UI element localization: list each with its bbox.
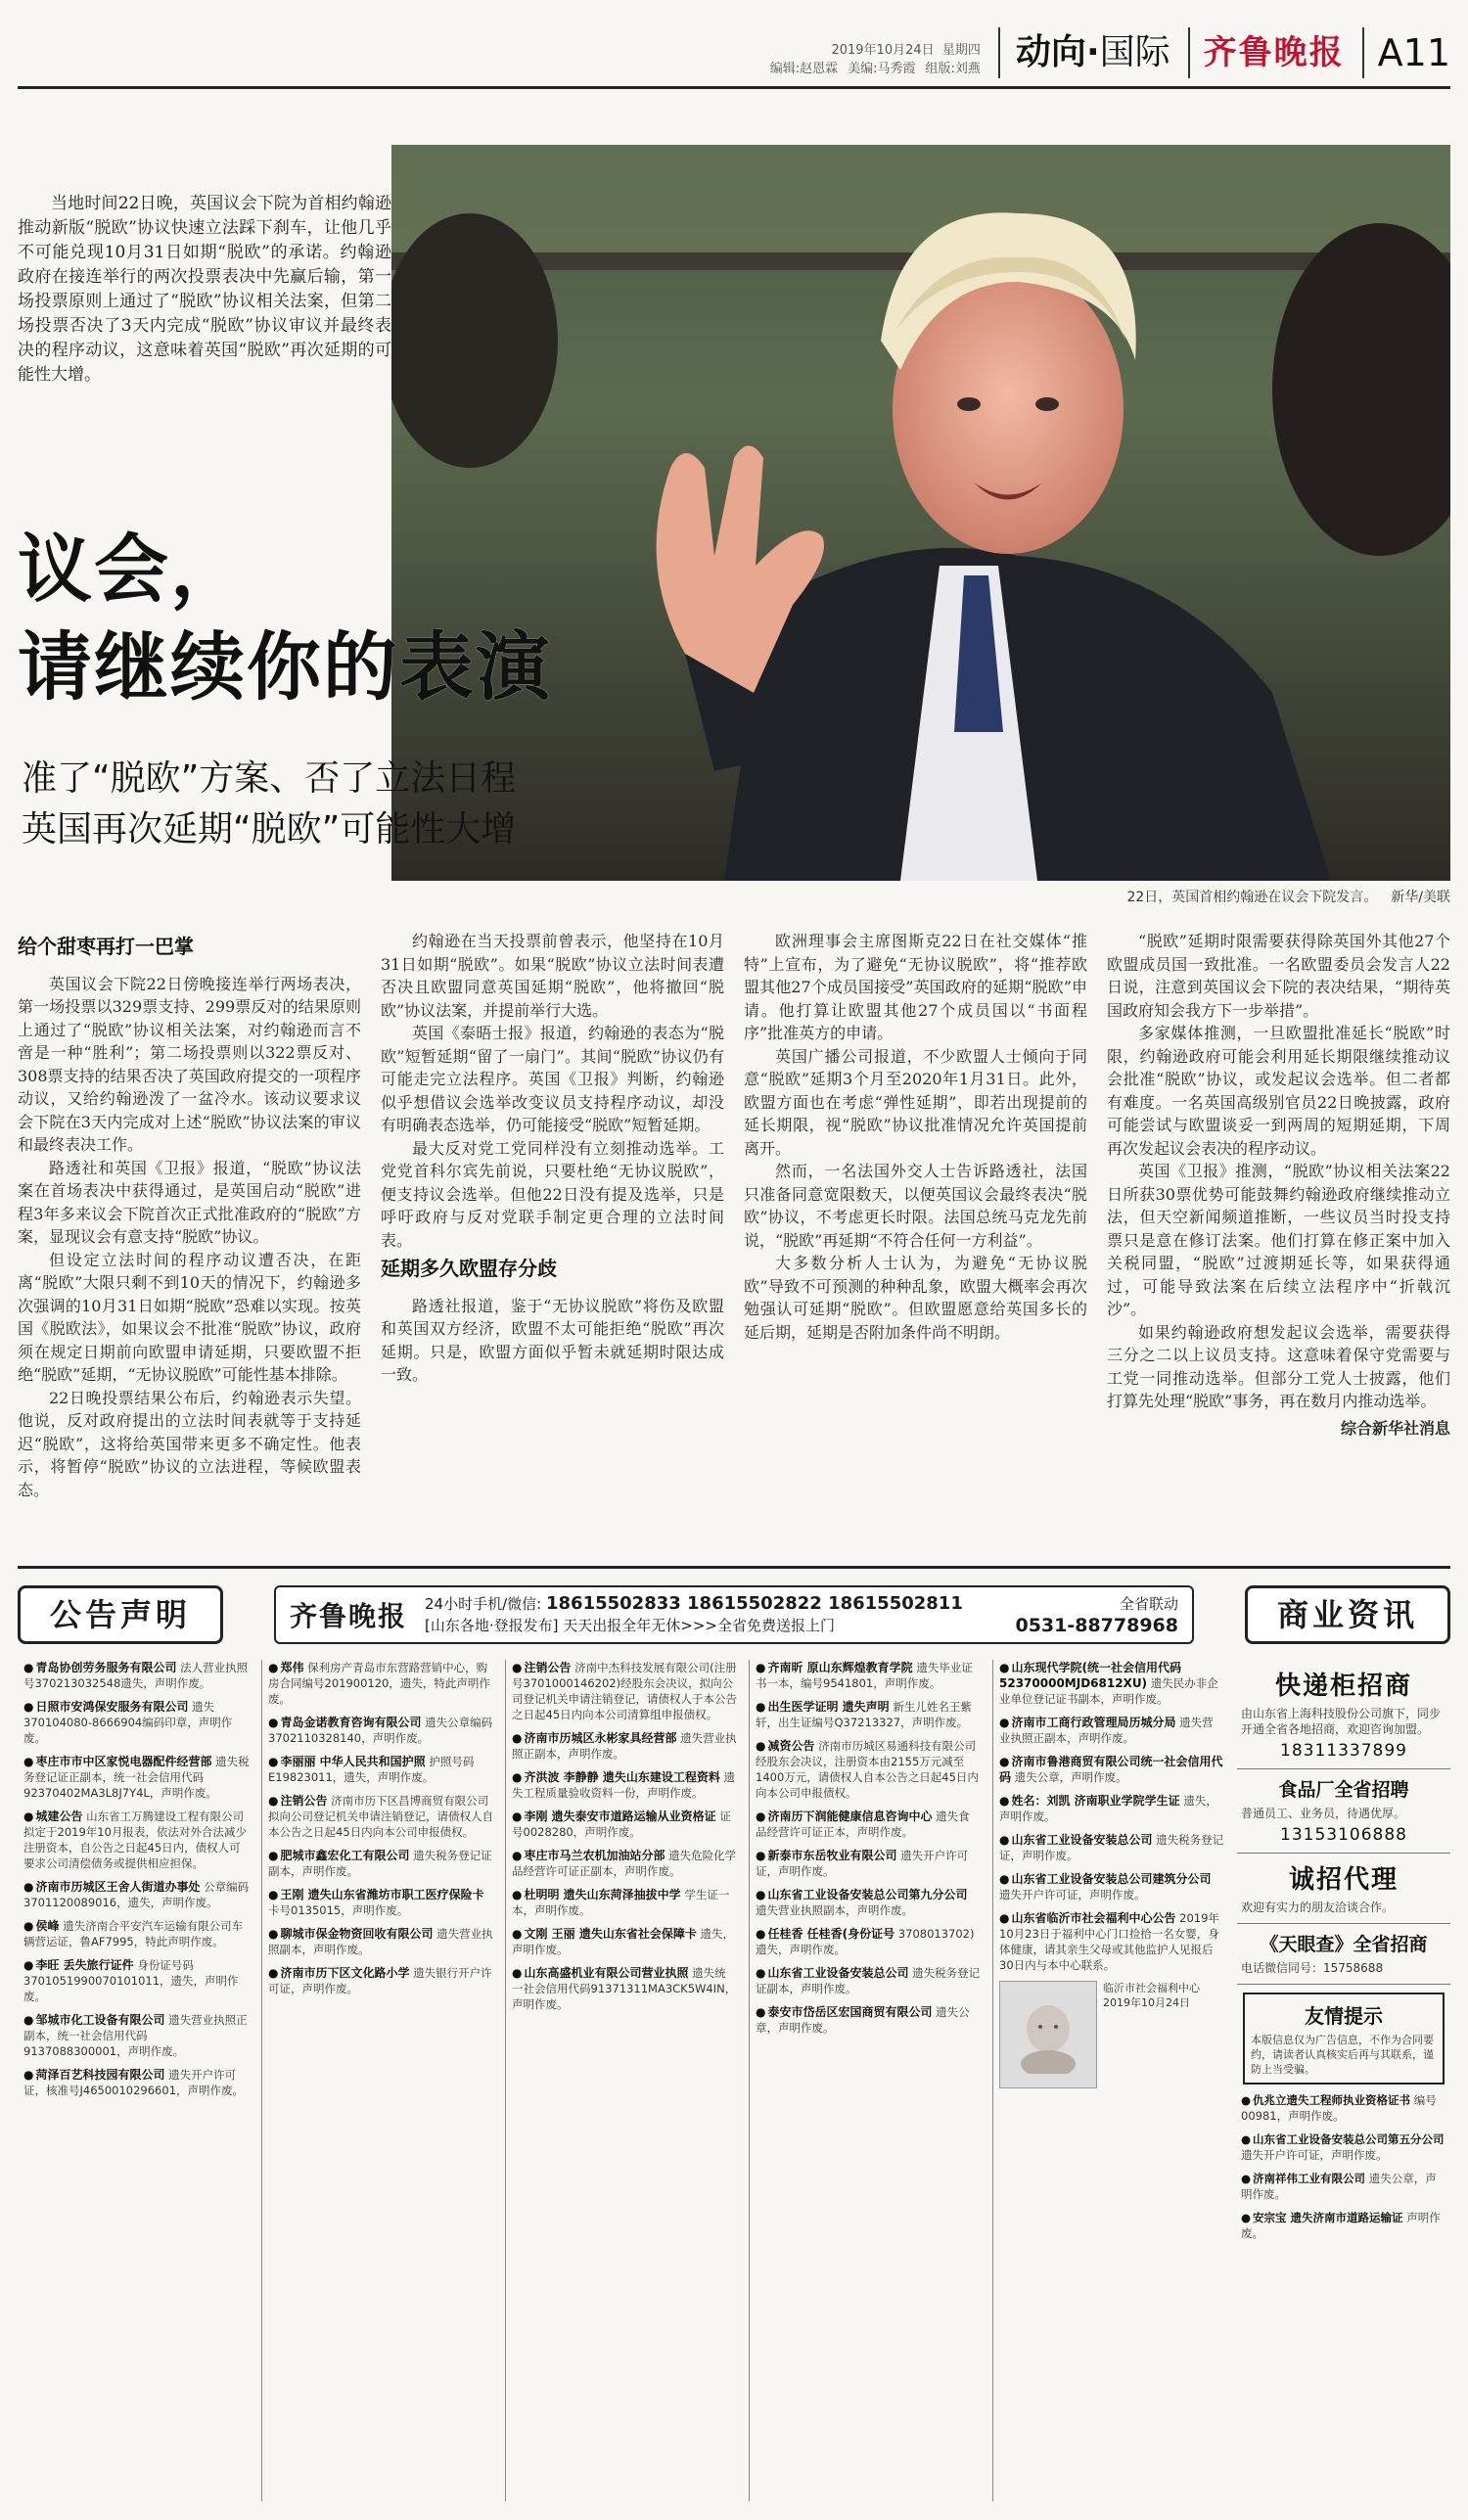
notice-column-2 <box>261 1660 499 2501</box>
notice-text: 遗失统一社会信用代码91371311MA3CK5W4IN，声明作废。 <box>512 1966 737 2011</box>
notice-text: 身份证号码3701051990070101011，遗失，声明作废。 <box>23 1958 239 2003</box>
notice-item <box>268 1754 493 1785</box>
notice-title: ● 枣庄市马兰农机加油站分部 <box>512 1849 665 1862</box>
notice-title: ● 新泰市东岳牧业有限公司 <box>756 1849 897 1862</box>
photo-illustration <box>391 145 1450 881</box>
photo-caption <box>1113 887 1450 906</box>
notice-title: ● 山东省工业设备安装总公司 <box>756 1966 909 1980</box>
notice-item <box>756 1887 981 1918</box>
caption-text: 22日，英国首相约翰逊在议会下院发言。 <box>1126 890 1378 905</box>
notice-title: ● 减资公告 <box>756 1739 815 1753</box>
notice-item <box>1241 2092 1446 2124</box>
biz-ad-desc: 电话微信同号：15758688 <box>1241 1961 1384 1975</box>
notice-columns <box>18 1660 1231 2501</box>
article-paragraph: 最大反对党工党同样没有立刻推动选举。工党党首科尔宾先前说，只要杜绝“无协议脱欧”，便支持议会选举。但他22日没有提及选举，只是呼吁政府与反对党联手制定更合理的立法时间表。 <box>381 1138 724 1250</box>
headline-line-2: 请继续你的表演 <box>18 623 552 710</box>
notice-item <box>512 1926 737 1957</box>
notice-title: ● 济南市历城区王舍人街道办事处 <box>23 1880 201 1894</box>
notice-title: ● 注销公告 <box>512 1661 572 1674</box>
notice-title: ● 出生医学证明 遗失声明 <box>756 1700 890 1714</box>
issue-meta <box>760 41 981 78</box>
notice-title: ● 城建公告 <box>23 1810 83 1823</box>
notice-item <box>756 1965 981 1996</box>
notice-item <box>23 1660 250 1691</box>
notice-text: 遗失税务登记证副本，声明作废。 <box>268 1849 492 1878</box>
notice-title: ● 济南市历城区永彬家具经营部 <box>512 1731 677 1745</box>
notice-item <box>512 1769 737 1801</box>
biz-ad-title: 《天眼查》全省招商 <box>1260 1934 1428 1955</box>
notice-text: 护照号码E19823011，遗失，声明作废。 <box>268 1755 475 1784</box>
friendly-reminder <box>1243 1993 1445 2085</box>
notice-item <box>1241 2131 1446 2163</box>
notice-title: ● 聊城市保金物资回收有限公司 <box>268 1927 434 1941</box>
main-headline <box>18 521 552 716</box>
notice-text: 法人营业执照号370213032548遗失，声明作废。 <box>23 1661 249 1690</box>
notice-text: 遗失公章，声明作废。 <box>1241 2172 1437 2201</box>
subheadline-line-2: 英国再次延期“脱欧”可能性大增 <box>22 809 517 849</box>
notices-title: 公告声明 <box>18 1585 223 1644</box>
notice-item <box>512 1848 737 1879</box>
biz-ad-phone: 18311337899 <box>1280 1741 1407 1761</box>
photo-credit: 新华/美联 <box>1391 890 1450 905</box>
biz-ad-tianyancha <box>1237 1924 1450 1985</box>
article-paragraph: 英国《卫报》推测，“脱欧”协议相关法案22日所获30票优势可能鼓舞约翰逊政府继续推动立法，但天空新闻频道推断，一些议员当时投支持票只是意在修订法案。他们打算在修正案中加入关税同盟，“脱欧”过渡期延长等，如果获得通过，可能导致法案在后续立法程序中“折戟沉沙”。 <box>1107 1162 1450 1318</box>
notice-item <box>268 1660 493 1707</box>
classifieds-section <box>18 1585 1450 2505</box>
notice-item <box>756 1848 981 1879</box>
news-photo <box>391 145 1450 881</box>
section-heading: 给个甜枣再打一巴掌 <box>18 935 194 958</box>
notice-title: ● 日照市安鸿保安服务有限公司 <box>23 1700 189 1714</box>
banner-phones: 18615502833 18615502822 18615502811 <box>546 1593 963 1614</box>
notice-column-3 <box>505 1660 743 2501</box>
notice-text: 遗失税务登记证正副本，统一社会信用代码92370402MA3L8J7Y4L，声明作废。 <box>23 1755 250 1800</box>
biz-ad-title: 诚招代理 <box>1288 1865 1399 1895</box>
article-paragraph: 但设定立法时间的程序动议遭否决，在距离“脱欧”大限只剩不到10天的情况下，约翰逊多次强调的10月31日如期“脱欧”恐难以实现。按英国《脱欧法》，如果议会不批准“脱欧”协议，政府须在规定日期前向欧盟申请延期，只要欧盟不拒绝“脱欧”延期，“无协议脱欧”可能性基本排除。 <box>18 1250 361 1384</box>
notice-text: 证号0028280，声明作废。 <box>512 1810 731 1839</box>
notice-text: 遗失，声明作废。 <box>512 1927 734 1956</box>
notice-item <box>999 1754 1224 1785</box>
notice-item <box>512 1887 737 1918</box>
banner-slogan: [山东各地·登报发布] 天天出报全年无休>>>全省免费送报上门 <box>425 1617 835 1634</box>
notice-item <box>512 1965 737 2012</box>
notice-text: 声明作废。 <box>1241 2211 1441 2240</box>
reminder-title: 友情提示 <box>1305 2004 1383 2028</box>
notice-title: ● 青岛金诺教育咨询有限公司 <box>268 1716 422 1729</box>
notice-title: ● 菏泽百艺科技园有限公司 <box>23 2068 165 2082</box>
article-paragraph: 然而，一名法国外交人士告诉路透社，法国只准备同意宽限数天，以便英国议会最终表决“脱欧”协议，不考虑更长时限。法国总统马克龙先前说，“脱欧”再延期“不符合任何一方利益”。 <box>744 1162 1087 1250</box>
notice-item <box>512 1809 737 1840</box>
notice-column-4 <box>749 1660 986 2501</box>
notice-text: 新生儿姓名王紫轩，出生证编号Q37213327，声明作废。 <box>756 1700 972 1729</box>
article-paragraph: 欧洲理事会主席图斯克22日在社交媒体“推特”上宣布，为了避免“无协议脱欧”，将“推荐欧盟其他27个成员国接受”英国政府的延期“脱欧”申请。他打算让欧盟其他27个成员国以“书面程序”批准英方的申请。 <box>744 932 1087 1042</box>
top-rule <box>18 86 1450 89</box>
notice-title: ● 郑伟 <box>268 1661 304 1674</box>
notice-item <box>1241 2210 1446 2241</box>
article-paragraph: 如果约翰逊政府想发起议会选举，需要获得三分之二以上议员支持。这意味着保守党需要与工党一同推动选举。但部分工党人士披露，他们打算先处理“脱欧”事务，再在数月内推动选举。 <box>1107 1322 1450 1410</box>
banner-contact <box>425 1593 963 1636</box>
notice-title: ● 姓名：刘凯 济南职业学院学生证 <box>999 1794 1180 1808</box>
biz-ad-phone: 13153106888 <box>1280 1825 1407 1845</box>
notice-item <box>23 1699 250 1746</box>
notice-title: ● 杜明明 遗失山东菏泽抽拔中学 <box>512 1888 681 1901</box>
section-name: 动向·国际 <box>998 27 1170 78</box>
notice-item <box>999 1871 1224 1902</box>
notice-title: ● 任桂香 任桂香(身份证号 <box>756 1927 895 1941</box>
banner-right-phone: 0531-88778968 <box>1015 1614 1178 1636</box>
notice-item <box>756 1660 981 1691</box>
notice-item <box>512 1660 737 1722</box>
biz-ad-desc: 普通员工、业务员，待遇优厚。 <box>1241 1807 1406 1820</box>
infant-icon <box>1014 1995 1082 2074</box>
article-body <box>18 930 1450 1546</box>
article-paragraph: 英国广播公司报道，不少欧盟人士倾向于同意“脱欧”延期3个月至2020年1月31日。此外，欧盟方面也在考虑“弹性延期”，即若出现提前的延长期限，视“脱欧”协议批准情况允许英国提前离开。 <box>744 1046 1087 1158</box>
notice-item <box>756 1738 981 1801</box>
business-column <box>1237 1660 1450 2501</box>
notice-item <box>268 1965 493 1996</box>
notice-title: ● 肥城市鑫宏化工有限公司 <box>268 1849 410 1862</box>
notice-text: 山东省工万腾建设工程有限公司拟定于2019年10月报表，依法对外合法减少注册资本，自公告之日起45日内，债权人可要求公司清偿债务或提供相应担保。 <box>23 1810 247 1870</box>
section-name-b: 国际 <box>1099 32 1170 72</box>
notice-item <box>268 1715 493 1746</box>
notice-text: 遗失公章编码3702110328140，声明作废。 <box>268 1716 493 1745</box>
notice-text: 济南市历城区易通科技有限公司经股东会决议，注册资本由2155万元减至1400万元，请债权人自本公告之日起45日内向本公司申报债权。 <box>756 1739 979 1800</box>
notice-title: ● 枣庄市市中区家悦电器配件经营部 <box>23 1755 212 1768</box>
business-info-title: 商业资讯 <box>1245 1585 1450 1644</box>
notice-title: ● 侯峰 <box>23 1919 60 1933</box>
notice-title: ● 山东省工业设备安装总公司建筑分公司 <box>999 1872 1212 1886</box>
notice-item <box>999 1832 1224 1863</box>
banner-logo: 齐鲁晚报 <box>290 1600 408 1632</box>
notice-text: 遗失毕业证书一本，编号9541801，声明作废。 <box>756 1661 973 1690</box>
section-name-a: 动向 <box>1015 32 1086 72</box>
notice-text: 遗失营业执照副本，声明作废。 <box>756 1903 913 1917</box>
notice-title: ● 山东省工业设备安装总公司第五分公司 <box>1241 2132 1445 2146</box>
notice-text: 遗失危险化学品经营许可证正副本，声明作废。 <box>512 1849 737 1878</box>
issue-date: 2019年10月24日 <box>831 43 935 58</box>
subheadline-line-1: 准了“脱欧”方案、否了立法日程 <box>22 758 517 799</box>
notice-text: 卡号0135015，声明作废。 <box>268 1903 409 1917</box>
notice-title: ● 山东现代学院(统一社会信用代码52370000MJD6812XU) <box>999 1661 1181 1690</box>
designer-credit: 美编:马秀霞 <box>848 62 916 76</box>
biz-ad-food <box>1237 1769 1450 1854</box>
article-column-2 <box>381 930 724 1546</box>
notice-title: ● 济南市工商行政管理局历城分局 <box>999 1716 1176 1729</box>
notice-text: 编号00981，声明作废。 <box>1241 2093 1437 2123</box>
notice-text: 遗失开户许可证，声明作废。 <box>1241 2148 1388 2162</box>
notice-title: ● 青岛协创劳务服务有限公司 <box>23 1661 177 1674</box>
article-column-4 <box>1107 930 1450 1546</box>
notice-list-5 <box>999 1660 1224 1973</box>
notice-text: 遗失济南合平安汽车运输有限公司车辆营运证，鲁AF7995，特此声明作废。 <box>23 1919 244 1948</box>
biz-ad-title: 快递柜招商 <box>1274 1672 1412 1701</box>
foundling-notice <box>999 1981 1224 2088</box>
article-signature: 综合新华社消息 <box>1340 1418 1450 1438</box>
notice-text: 遗失银行开户许可证，声明作废。 <box>268 1966 492 1995</box>
foundling-signature: 临沂市社会福利中心 2019年10月24日 <box>1103 1982 1200 2009</box>
notice-title: ● 山东省临沂市社会福利中心公告 <box>999 1911 1176 1925</box>
notice-title: ● 李旺 丢失旅行证件 <box>23 1958 134 1972</box>
notice-text: 遗失公章，声明作废。 <box>1011 1770 1127 1784</box>
notice-text: 遗失营业执照副本，声明作废。 <box>268 1927 493 1956</box>
notice-text: 遗失民办非企业单位登记证书副本，声明作废。 <box>999 1676 1218 1706</box>
notice-text: 学生证一本，声明作废。 <box>512 1888 730 1917</box>
notice-item <box>23 1918 250 1949</box>
notice-title: ● 仇兆立遗失工程师执业资格证书 <box>1241 2093 1410 2107</box>
notice-text: 遗失税务登记证副本，声明作废。 <box>756 1966 981 1995</box>
notice-text: 遗失，声明作废。 <box>999 1794 1217 1823</box>
article-paragraph: 大多数分析人士认为，为避免“无协议脱欧”导致不可预测的种种乱象，欧盟大概率会再次勉强认可延期“脱欧”。但欧盟愿意给英国多长的延后期，延期是否附加条件尚不明朗。 <box>744 1254 1087 1342</box>
notice-title: ● 邹城市化工设备有限公司 <box>23 2013 165 2027</box>
article-paragraph: 路透社报道，鉴于“无协议脱欧”将伤及欧盟和英国双方经济，欧盟不太可能拒绝“脱欧”再次延期。只是，欧盟方面似乎暂未就延期时限达成一致。 <box>381 1296 724 1384</box>
notice-title: ● 济南市鲁港商贸有限公司统一社会信用代码 <box>999 1755 1223 1784</box>
notice-title: ● 李刚 遗失泰安市道路运输从业资格证 <box>512 1810 716 1823</box>
page-number: A11 <box>1362 27 1450 78</box>
notice-text: 遗失工程质量验收资料一份，声明作废。 <box>512 1770 735 1800</box>
reminder-text: 本版信息仅为广告信息，不作为合同要约，请读者认真核实后再与其联系，谨防上当受骗。 <box>1251 2034 1434 2076</box>
notice-column-1 <box>18 1660 255 2501</box>
notice-text: 遗失营业执照正副本，声明作废。 <box>999 1716 1214 1745</box>
article-paragraph: “脱欧”延期时限需要获得除英国外其他27个欧盟成员国一致批准。一名欧盟委员会发言人22日说，注意到英国议会下院的表决结果，“期待英国政府知会我方下一步举措”。 <box>1107 932 1450 1020</box>
article-paragraph: 22日晚投票结果公布后，约翰逊表示失望。他说，反对政府提出的立法时间表就等于支持延迟“脱欧”，这将给英国带来更多不确定性。他表示，将暂停“脱欧”协议的立法进程，等候欧盟表态。 <box>18 1388 361 1499</box>
article-paragraph: 英国《泰晤士报》报道，约翰逊的表态为“脱欧”短暂延期“留了一扇门”。其间“脱欧”协议仍有可能走完立法程序。英国《卫报》判断，约翰逊似乎想借议会选举改变议员支持程序动议，却没有明确表态选举，仍可能接受“脱欧”短暂延期。 <box>381 1024 724 1134</box>
notice-text: 遗失营业执照正副本，声明作废。 <box>512 1731 737 1761</box>
notice-title: ● 山东省工业设备安装总公司第九分公司 <box>756 1888 968 1901</box>
biz-ad-title: 食品厂全省招聘 <box>1278 1779 1409 1801</box>
notice-text: 公章编码3701120089016，遗失，声明作废。 <box>23 1880 250 1909</box>
notice-title: ● 山东高盛机业有限公司营业执照 <box>512 1966 689 1980</box>
notice-item <box>268 1848 493 1879</box>
notice-item <box>23 2012 250 2059</box>
editor-credit: 编辑:赵恩霖 <box>769 62 839 76</box>
notice-item <box>23 2067 250 2098</box>
notice-item <box>999 1793 1224 1824</box>
article-paragraph: 多家媒体推测，一旦欧盟批准延长“脱欧”时限，约翰逊政府可能会利用延长期限继续推动议会批准“脱欧”协议，或发起议会选举。但二者都有难度。一名英国高级别官员22日晚披露，政府可能尝试与欧盟谈妥一到两周的短期延期，下周再次发起议会表决的程序动议。 <box>1107 1024 1450 1158</box>
notice-title: ● 注销公告 <box>268 1794 328 1808</box>
notice-item <box>512 1730 737 1762</box>
lead-paragraph: 当地时间22日晚，英国议会下院为首相约翰逊推动新版“脱欧”协议快速立法踩下刹车，让他几乎不可能兑现10月31日如期“脱欧”的承诺。约翰逊政府在接连举行的两次投票表决中先赢后输，第一场投票原则上通过了“脱欧”协议相关法案，但第二场投票否决了3天内完成“脱欧”协议审议并最终表决的程序动议，这意味着英国“脱欧”再次延期的可能性大增。 <box>18 194 391 385</box>
notice-item <box>999 1660 1224 1707</box>
banner-right-label: 全省联动 <box>1119 1594 1178 1613</box>
classifieds-banner <box>274 1585 1194 1644</box>
notice-text: 保利房产青岛市东营路营销中心，购房合同编号201900120，遗失，特此声明作废。 <box>268 1661 490 1706</box>
notice-item <box>23 1754 250 1801</box>
notice-text: 遗失开户许可证，声明作废。 <box>756 1849 969 1878</box>
banner-hotline <box>1015 1593 1178 1637</box>
notice-text: 遗失税务登记证，声明作废。 <box>999 1833 1224 1862</box>
proof-credit: 组版:刘燕 <box>925 62 981 76</box>
subheadline <box>22 754 516 855</box>
notice-item <box>23 1809 250 1871</box>
issue-weekday: 星期四 <box>941 43 981 58</box>
notice-title: ● 齐洪波 李静静 遗失山东建设工程资料 <box>512 1770 720 1784</box>
biz-notice-list <box>1237 2092 1450 2241</box>
notice-item <box>268 1926 493 1957</box>
notice-text: 济南市历下区昌博商贸有限公司拟向公司登记机关申请注销登记，请债权人自本公告之日起45日内向本公司申报债权。 <box>268 1794 493 1839</box>
notice-item <box>999 1715 1224 1746</box>
banner-hotline-label: 24小时手机/微信: <box>425 1595 542 1613</box>
notice-text: 遗失开户许可证，核准号J4650010296601，声明作废。 <box>23 2068 245 2097</box>
notice-text: 2019年10月23日于福利中心门口捡拾一名女婴，身体健康，请其亲生父母或其他监护人见报后30日内与本中心联系。 <box>999 1911 1219 1972</box>
notice-item <box>999 1910 1224 1973</box>
article-column-3 <box>744 930 1087 1546</box>
section-heading: 延期多久欧盟存分歧 <box>381 1257 557 1280</box>
mid-rule <box>18 1566 1450 1569</box>
notice-title: ● 济南历下润能健康信息咨询中心 <box>756 1810 933 1823</box>
notice-title: ● 安宗宝 遗失济南市道路运输证 <box>1241 2211 1403 2224</box>
notice-title: ● 文刚 王丽 遗失山东省社会保障卡 <box>512 1927 697 1941</box>
notice-title: ● 山东省工业设备安装总公司 <box>999 1833 1153 1847</box>
notice-text: 遗失营业执照正副本，统一社会信用代码9137088300001，声明作废。 <box>23 2013 248 2058</box>
notice-text: 济南中杰科技发展有限公司(注册号3701000146202)经股东会决议，拟向公司登记机关申请注销登记，请债权人于本公告之日起45日内向本公司清算组申报债权。 <box>512 1661 737 1721</box>
notice-text: 遗失370104080-8666904编码印章，声明作废。 <box>23 1700 233 1745</box>
notice-item <box>756 1809 981 1840</box>
notice-title: ● 济南市历下区文化路小学 <box>268 1966 410 1980</box>
notice-item <box>23 1879 250 1910</box>
article-column-1 <box>18 930 361 1546</box>
notice-item <box>268 1793 493 1840</box>
notice-item <box>268 1887 493 1918</box>
biz-ad-express <box>1237 1660 1450 1769</box>
notice-title: ● 泰安市岱岳区宏国商贸有限公司 <box>756 2005 933 2019</box>
notice-item <box>756 2004 981 2036</box>
article-paragraph: 英国议会下院22日傍晚接连举行两场表决，第一场投票以329票支持、299票反对的结果原则上通过了“脱欧”协议相关法案，对约翰逊而言不啻是一种“胜利”；第二场投票则以322票反对、308票支持的结果否决了英国政府提交的一项程序动议，又给约翰逊泼了一盆冷水。该动议要求议会下院在3天内完成对上述“脱欧”协议法案的审议和最终表决工作。 <box>18 974 361 1154</box>
notice-title: ● 齐南昕 原山东辉煌教育学院 <box>756 1661 913 1674</box>
newspaper-logo: 齐鲁晚报 <box>1188 27 1345 78</box>
notice-column-5 <box>992 1660 1230 2501</box>
masthead <box>18 18 1450 78</box>
notice-item <box>23 1957 250 2004</box>
notice-item <box>756 1926 981 1957</box>
notice-title: ● 济南祥伟工业有限公司 <box>1241 2172 1365 2185</box>
notice-title: ● 王刚 遗失山东省潍坊市职工医疗保险卡 <box>268 1888 484 1901</box>
notice-title: ● 李丽丽 中华人民共和国护照 <box>268 1755 426 1768</box>
headline-line-1: 议会， <box>18 526 247 613</box>
biz-ad-desc: 由山东省上海科技股份公司旗下，同步开通全省各地招商，欢迎咨询加盟。 <box>1241 1707 1442 1736</box>
biz-ad-desc: 欢迎有实力的朋友洽谈合作。 <box>1241 1901 1395 1914</box>
infant-photo <box>999 1981 1097 2088</box>
notice-text: 3708013702)遗失，声明作废。 <box>756 1927 975 1956</box>
notice-item <box>1241 2171 1446 2202</box>
notice-item <box>756 1699 981 1730</box>
article-paragraph: 约翰逊在当天投票前曾表示，他坚持在10月31日如期“脱欧”。如果“脱欧”协议立法时间表遭否决且欧盟同意英国延期“脱欧”，他将撤回“脱欧”协议法案，并提前举行大选。 <box>381 932 724 1020</box>
article-paragraph: 路透社和英国《卫报》报道，“脱欧”协议法案在首场表决中获得通过，是英国启动“脱欧”进程3年多来议会下院首次正式批准政府的“脱欧”方案，显现议会有意支持“脱欧”协议。 <box>18 1158 361 1246</box>
notice-text: 遗失开户许可证，声明作废。 <box>999 1888 1146 1901</box>
notice-text: 遗失公章，声明作废。 <box>756 2005 970 2035</box>
biz-ad-agent <box>1237 1854 1450 1924</box>
notice-text: 遗失食品经营许可证正本，声明作废。 <box>756 1810 970 1839</box>
